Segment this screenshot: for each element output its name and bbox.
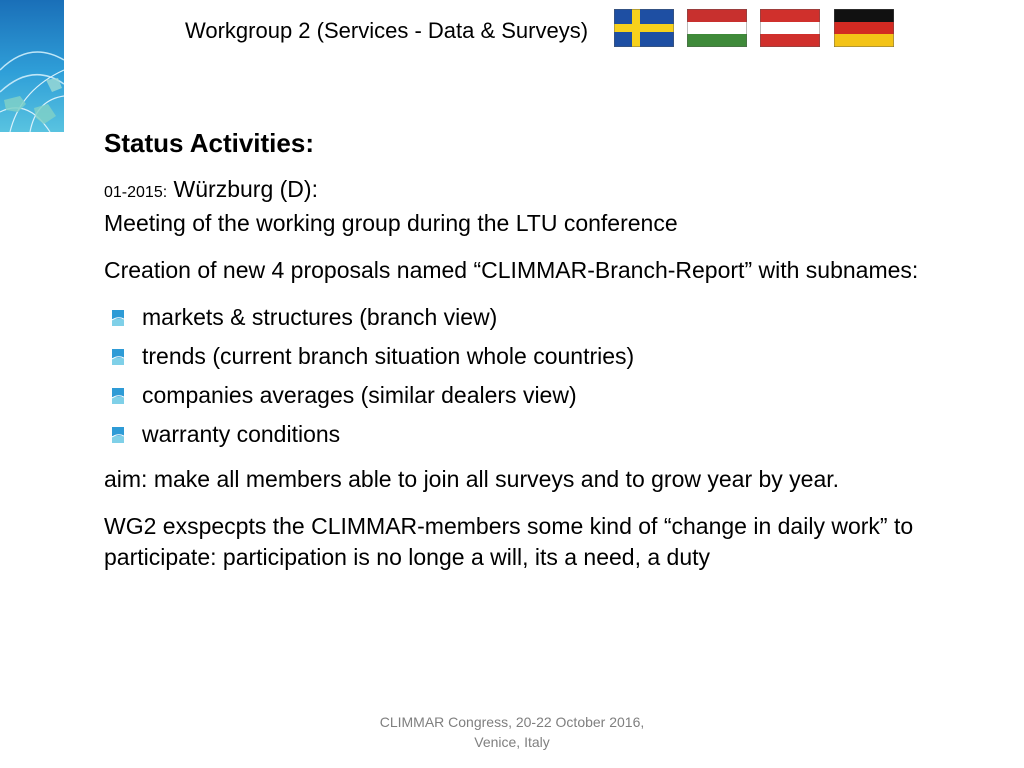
subnames-list [104,302,984,450]
corner-globe-graphic [0,0,64,132]
list-item-text: markets & structures (branch view) [142,304,498,330]
list-item-text: companies averages (similar dealers view) [142,382,577,408]
creation-paragraph: Creation of new 4 proposals named “CLIMMAR-Branch-Report” with subnames: [104,257,919,283]
meeting-location: Würzburg (D): [167,176,318,202]
footer-line-2: Venice, Italy [474,734,550,750]
bullet-icon [112,310,124,326]
list-item [104,419,984,450]
header-title: Workgroup 2 (Services - Data & Surveys) [185,18,589,43]
section-heading: Status Activities: [104,128,314,158]
list-item-text: warranty conditions [142,421,341,447]
list-item-text: trends (current branch situation whole countries) [142,343,635,369]
flag-germany-icon [834,9,894,47]
slide-content [104,126,984,589]
bullet-icon [112,388,124,404]
aim-paragraph: aim: make all members able to join all surveys and to grow year by year. [104,466,840,492]
list-item [104,302,984,333]
bullet-icon [112,427,124,443]
flag-austria-icon [760,9,820,47]
bullet-icon [112,349,124,365]
list-item [104,341,984,372]
list-item [104,380,984,411]
flag-hungary-icon [687,9,747,47]
flag-sweden-icon [614,9,674,47]
expectation-paragraph: WG2 exspecpts the CLIMMAR-members some kind of “change in daily work” to participate: participation is no longe a will, its a need, a duty [104,513,914,570]
meeting-paragraph [104,174,984,239]
footer [362,712,662,752]
meeting-description: Meeting of the working group during the LTU conference [104,210,678,236]
footer-line-1: CLIMMAR Congress, 20-22 October 2016, [379,714,645,730]
meeting-date: 01-2015: [104,184,168,201]
